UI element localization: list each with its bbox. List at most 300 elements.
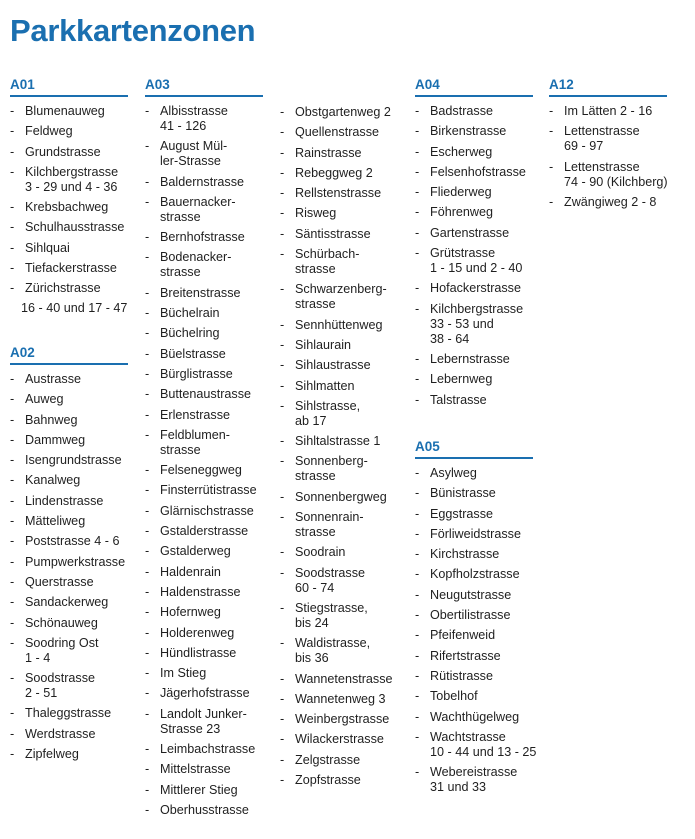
list-bullet: - xyxy=(10,124,15,139)
street-name: Obstgartenweg 2 xyxy=(295,105,391,119)
street-name: Felseneggweg xyxy=(160,463,242,478)
zone-heading: A03 xyxy=(145,76,263,97)
street-name: Tiefackerstrasse xyxy=(25,261,117,276)
list-bullet: - xyxy=(415,225,420,240)
list-bullet: - xyxy=(415,668,420,683)
street-item xyxy=(145,250,263,280)
street-name: Feldweg xyxy=(25,124,73,139)
list-bullet: - xyxy=(145,564,150,579)
street-item xyxy=(145,347,263,362)
street-name: Im Lätten 2 - 16 xyxy=(564,104,653,118)
zone-heading: A12 xyxy=(549,76,667,97)
street-name: Neugutstrasse xyxy=(430,587,512,602)
street-item xyxy=(10,636,128,666)
street-name: Büchelring xyxy=(160,326,220,341)
list-bullet: - xyxy=(549,104,554,118)
list-bullet: - xyxy=(10,144,15,159)
list-bullet: - xyxy=(145,139,150,154)
street-list xyxy=(415,104,533,408)
street-name: Querstrasse xyxy=(25,574,94,589)
list-bullet: - xyxy=(10,432,15,447)
list-bullet: - xyxy=(280,489,285,504)
street-item xyxy=(415,393,533,408)
list-bullet: - xyxy=(280,206,285,221)
list-bullet: - xyxy=(415,547,420,562)
list-bullet: - xyxy=(10,240,15,255)
street-item xyxy=(280,732,393,747)
list-bullet: - xyxy=(415,526,420,541)
street-name: Sonnenrain- strasse xyxy=(295,510,364,540)
street-name: Sonnenberg- strasse xyxy=(295,454,368,484)
list-bullet: - xyxy=(145,174,150,189)
street-item xyxy=(10,392,128,407)
list-bullet: - xyxy=(10,514,15,529)
street-name: Soodrain xyxy=(295,545,346,560)
street-item xyxy=(280,753,393,768)
street-name: Mittelstrasse xyxy=(160,762,231,777)
list-bullet: - xyxy=(10,574,15,589)
street-item xyxy=(280,636,393,666)
street-name: Wannetenweg 3 xyxy=(295,691,386,706)
list-bullet: - xyxy=(280,636,285,651)
list-bullet: - xyxy=(145,605,150,620)
street-name: Jägerhofstrasse xyxy=(160,686,250,701)
list-bullet: - xyxy=(145,686,150,701)
street-item xyxy=(280,566,393,596)
list-bullet: - xyxy=(145,483,150,498)
street-item xyxy=(280,399,393,429)
page-title: Parkkartenzonen xyxy=(10,13,256,48)
street-name: Gartenstrasse xyxy=(430,225,510,240)
street-item xyxy=(415,527,536,542)
list-bullet: - xyxy=(415,301,420,316)
street-list xyxy=(10,104,128,296)
street-name: Grütstrasse 1 - 15 und 2 - 40 xyxy=(430,246,523,276)
list-bullet: - xyxy=(280,317,285,332)
street-item xyxy=(10,413,128,428)
street-item xyxy=(415,372,533,387)
list-bullet: - xyxy=(280,226,285,241)
zone-a01 xyxy=(10,76,128,316)
street-item xyxy=(415,486,536,501)
street-name: Zwängiweg 2 - 8 xyxy=(564,194,657,209)
street-item xyxy=(280,318,393,333)
street-name: Weinbergstrasse xyxy=(295,712,390,727)
street-item xyxy=(415,730,536,760)
street-item xyxy=(145,139,263,169)
street-item xyxy=(549,104,668,119)
list-bullet: - xyxy=(10,595,15,610)
list-bullet: - xyxy=(280,282,285,297)
street-name: Krebsbachweg xyxy=(25,200,109,215)
list-bullet: - xyxy=(415,689,420,704)
street-name: Felsenhofstrasse xyxy=(430,164,526,179)
list-bullet: - xyxy=(415,648,420,663)
list-bullet: - xyxy=(415,628,420,643)
street-item xyxy=(145,408,263,423)
street-name: Tobelhof xyxy=(430,689,478,704)
street-name: Schönauweg xyxy=(25,615,98,630)
street-item xyxy=(10,727,128,742)
list-bullet: - xyxy=(145,407,150,422)
street-item xyxy=(10,220,128,235)
list-bullet: - xyxy=(280,691,285,706)
list-bullet: - xyxy=(10,706,15,721)
street-name: Zipfelweg xyxy=(25,747,79,762)
street-item xyxy=(280,545,393,560)
street-item xyxy=(280,510,393,540)
zone-a03-continued xyxy=(280,105,393,793)
street-name: Breitenstrasse xyxy=(160,285,241,300)
list-bullet: - xyxy=(280,398,285,413)
list-bullet: - xyxy=(145,230,150,245)
street-item xyxy=(280,338,393,353)
street-name: Bodenacker- strasse xyxy=(160,250,232,280)
list-bullet: - xyxy=(280,186,285,201)
street-list xyxy=(10,372,128,762)
street-name: August Mül- ler-Strasse xyxy=(160,139,228,169)
street-item xyxy=(10,104,128,119)
street-item xyxy=(10,494,128,509)
street-name: Blumenauweg xyxy=(25,104,105,118)
street-item xyxy=(10,372,128,387)
list-bullet: - xyxy=(145,306,150,321)
street-name: Isengrundstrasse xyxy=(25,453,122,468)
street-name: Kopfholzstrasse xyxy=(430,567,520,582)
street-list xyxy=(280,105,393,788)
street-name: Leimbachstrasse xyxy=(160,742,256,757)
street-list xyxy=(145,104,263,818)
street-item xyxy=(280,434,393,449)
list-bullet: - xyxy=(145,463,150,478)
list-bullet: - xyxy=(549,159,554,174)
street-item xyxy=(145,646,263,661)
street-item xyxy=(415,104,533,119)
street-name: Pumpwerkstrasse xyxy=(25,554,126,569)
list-bullet: - xyxy=(415,246,420,261)
list-bullet: - xyxy=(145,285,150,300)
street-name: Wannetenstrasse xyxy=(295,671,393,686)
list-bullet: - xyxy=(415,144,420,159)
street-item xyxy=(145,306,263,321)
street-name: Fliederweg xyxy=(430,185,492,200)
list-bullet: - xyxy=(280,358,285,373)
street-name: Säntisstrasse xyxy=(295,226,371,241)
list-bullet: - xyxy=(280,671,285,686)
street-item xyxy=(145,195,263,225)
street-name: Kilchbergstrasse 3 - 29 und 4 - 36 xyxy=(25,164,119,194)
list-bullet: - xyxy=(145,194,150,209)
street-name: Landolt Junker- Strasse 23 xyxy=(160,706,247,736)
list-bullet: - xyxy=(415,486,420,501)
street-name: Sonnenbergweg xyxy=(295,489,387,504)
street-name: Poststrasse 4 - 6 xyxy=(25,534,120,549)
street-item xyxy=(10,165,128,195)
list-bullet: - xyxy=(280,565,285,580)
street-item xyxy=(10,747,128,762)
street-name: Feldblumen- strasse xyxy=(160,427,230,457)
zone-a03 xyxy=(145,76,263,823)
street-item xyxy=(10,514,128,529)
street-item xyxy=(415,281,533,296)
street-name: Kanalweg xyxy=(25,473,81,488)
street-item xyxy=(415,669,536,684)
list-bullet: - xyxy=(10,671,15,686)
street-name: Bauernacker- strasse xyxy=(160,194,236,224)
street-item xyxy=(10,261,128,276)
list-bullet: - xyxy=(145,524,150,539)
street-item xyxy=(415,302,533,347)
street-name: Zelgstrasse xyxy=(295,752,361,767)
street-item xyxy=(549,124,668,154)
street-name: Sihlaustrasse xyxy=(295,358,371,373)
street-name: Sihlstrasse, ab 17 xyxy=(295,398,361,428)
list-bullet: - xyxy=(10,372,15,386)
street-name: Rebeggweg 2 xyxy=(295,165,373,180)
zone-heading: A02 xyxy=(10,344,128,365)
street-name: Soodstrasse 2 - 51 xyxy=(25,671,96,701)
list-bullet: - xyxy=(10,104,15,118)
street-item xyxy=(415,145,533,160)
list-bullet: - xyxy=(415,729,420,744)
street-item xyxy=(415,226,533,241)
street-name: Zürichstrasse xyxy=(25,281,101,296)
list-bullet: - xyxy=(145,742,150,757)
zone-a02 xyxy=(10,344,128,767)
list-bullet: - xyxy=(280,434,285,449)
zone-heading: A04 xyxy=(415,76,533,97)
list-bullet: - xyxy=(145,544,150,559)
street-name: Wachthügelweg xyxy=(430,709,520,724)
list-bullet: - xyxy=(145,584,150,599)
list-bullet: - xyxy=(415,104,420,118)
street-item xyxy=(10,595,128,610)
street-item xyxy=(145,565,263,580)
street-name: Hofernweg xyxy=(160,605,221,620)
street-continuation: 16 - 40 und 17 - 47 xyxy=(21,301,128,316)
street-item xyxy=(549,195,668,210)
list-bullet: - xyxy=(549,124,554,139)
street-list xyxy=(415,466,536,795)
street-item xyxy=(415,466,536,481)
street-item xyxy=(280,379,393,394)
list-bullet: - xyxy=(280,752,285,767)
street-item xyxy=(415,165,533,180)
street-name: Finsterrütistrasse xyxy=(160,483,257,498)
street-name: Wilackerstrasse xyxy=(295,732,384,747)
list-bullet: - xyxy=(415,587,420,602)
street-item xyxy=(145,783,263,798)
zone-a05 xyxy=(415,438,536,800)
street-item xyxy=(280,186,393,201)
list-bullet: - xyxy=(10,747,15,762)
street-item xyxy=(145,803,263,818)
street-name: Talstrasse xyxy=(430,392,487,407)
street-name: Werdstrasse xyxy=(25,726,96,741)
list-bullet: - xyxy=(280,732,285,747)
street-name: Soodring Ost 1 - 4 xyxy=(25,635,99,665)
street-name: Schürbach- strasse xyxy=(295,247,360,277)
street-name: Buttenaustrasse xyxy=(160,387,252,402)
street-item xyxy=(10,473,128,488)
list-bullet: - xyxy=(415,506,420,521)
street-item xyxy=(145,326,263,341)
list-bullet: - xyxy=(415,205,420,220)
list-bullet: - xyxy=(415,185,420,200)
list-bullet: - xyxy=(145,250,150,265)
street-name: Baldernstrasse xyxy=(160,174,244,189)
street-name: Grundstrasse xyxy=(25,144,101,159)
street-name: Bürglistrasse xyxy=(160,366,233,381)
list-bullet: - xyxy=(280,337,285,352)
street-name: Eggstrasse xyxy=(430,506,493,521)
list-bullet: - xyxy=(10,164,15,179)
street-item xyxy=(145,463,263,478)
street-name: Risweg xyxy=(295,206,337,221)
list-bullet: - xyxy=(10,281,15,296)
street-name: Zopfstrasse xyxy=(295,773,361,788)
list-bullet: - xyxy=(415,281,420,296)
list-bullet: - xyxy=(10,453,15,468)
street-name: Webereistrasse 31 und 33 xyxy=(430,765,518,795)
street-item xyxy=(415,352,533,367)
street-item xyxy=(415,689,536,704)
list-bullet: - xyxy=(10,615,15,630)
street-item xyxy=(415,547,536,562)
street-item xyxy=(10,453,128,468)
street-item xyxy=(145,762,263,777)
street-item xyxy=(415,205,533,220)
street-item xyxy=(145,286,263,301)
street-name: Sihlmatten xyxy=(295,378,355,393)
street-item xyxy=(415,588,536,603)
street-name: Birkenstrasse xyxy=(430,124,507,139)
street-item xyxy=(145,428,263,458)
list-bullet: - xyxy=(549,194,554,209)
street-item xyxy=(280,146,393,161)
street-item xyxy=(145,483,263,498)
street-name: Soodstrasse 60 - 74 xyxy=(295,565,366,595)
street-name: Kirchstrasse xyxy=(430,547,500,562)
list-bullet: - xyxy=(10,493,15,508)
street-item xyxy=(280,206,393,221)
street-name: Rifertstrasse xyxy=(430,648,501,663)
street-name: Förliweidstrasse xyxy=(430,526,521,541)
street-item xyxy=(145,585,263,600)
street-name: Föhrenweg xyxy=(430,205,494,220)
list-bullet: - xyxy=(145,666,150,681)
street-item xyxy=(280,490,393,505)
street-name: Auweg xyxy=(25,392,64,407)
street-name: Waldistrasse, bis 36 xyxy=(295,636,371,666)
street-item xyxy=(280,454,393,484)
street-item xyxy=(145,367,263,382)
street-item xyxy=(415,765,536,795)
street-name: Gstalderweg xyxy=(160,544,231,559)
list-bullet: - xyxy=(10,200,15,215)
list-bullet: - xyxy=(280,454,285,469)
street-name: Pfeifenweid xyxy=(430,628,496,643)
street-name: Büelstrasse xyxy=(160,346,226,361)
street-name: Sandackerweg xyxy=(25,595,109,610)
street-item xyxy=(145,230,263,245)
street-item xyxy=(280,773,393,788)
street-name: Wachtstrasse 10 - 44 und 13 - 25 xyxy=(430,729,537,759)
list-bullet: - xyxy=(280,773,285,788)
street-name: Hofackerstrasse xyxy=(430,281,521,296)
street-name: Lebernstrasse xyxy=(430,351,510,366)
street-name: Rainstrasse xyxy=(295,145,362,160)
street-name: Bernhofstrasse xyxy=(160,230,245,245)
list-bullet: - xyxy=(415,709,420,724)
street-item xyxy=(145,104,263,134)
street-name: Erlenstrasse xyxy=(160,407,230,422)
list-bullet: - xyxy=(145,503,150,518)
street-name: Lindenstrasse xyxy=(25,493,104,508)
street-item xyxy=(10,200,128,215)
list-bullet: - xyxy=(10,412,15,427)
street-item xyxy=(415,124,533,139)
street-name: Sihlquai xyxy=(25,240,70,255)
list-bullet: - xyxy=(280,545,285,560)
list-bullet: - xyxy=(145,645,150,660)
street-name: Sihltalstrasse 1 xyxy=(295,434,381,449)
list-bullet: - xyxy=(10,534,15,549)
street-name: Büchelrain xyxy=(160,306,220,321)
list-bullet: - xyxy=(145,427,150,442)
list-bullet: - xyxy=(280,165,285,180)
list-bullet: - xyxy=(415,765,420,780)
list-bullet: - xyxy=(145,782,150,797)
street-item xyxy=(280,227,393,242)
street-item xyxy=(415,628,536,643)
list-bullet: - xyxy=(415,351,420,366)
list-bullet: - xyxy=(280,600,285,615)
street-name: Obertilistrasse xyxy=(430,608,511,623)
list-bullet: - xyxy=(415,567,420,582)
list-bullet: - xyxy=(415,466,420,480)
street-name: Quellenstrasse xyxy=(295,125,379,140)
street-name: Hündlistrasse xyxy=(160,645,237,660)
street-item xyxy=(145,742,263,757)
street-name: Austrasse xyxy=(25,372,81,386)
street-name: Sennhüttenweg xyxy=(295,317,383,332)
street-name: Badstrasse xyxy=(430,104,493,118)
street-name: Lettenstrasse 74 - 90 (Kilchberg) xyxy=(564,159,668,189)
street-item xyxy=(10,555,128,570)
list-bullet: - xyxy=(415,392,420,407)
list-bullet: - xyxy=(280,510,285,525)
street-item xyxy=(145,605,263,620)
street-name: Rütistrasse xyxy=(430,668,493,683)
street-item xyxy=(280,692,393,707)
street-item xyxy=(10,124,128,139)
street-item xyxy=(280,125,393,140)
street-name: Escherweg xyxy=(430,144,493,159)
list-bullet: - xyxy=(10,473,15,488)
street-name: Mittlerer Stieg xyxy=(160,782,238,797)
street-item xyxy=(145,707,263,737)
street-item xyxy=(415,185,533,200)
street-name: Gstalderstrasse xyxy=(160,524,249,539)
street-item xyxy=(280,105,393,120)
list-bullet: - xyxy=(10,392,15,407)
street-name: Thaleggstrasse xyxy=(25,706,112,721)
list-bullet: - xyxy=(145,366,150,381)
street-item xyxy=(145,686,263,701)
list-bullet: - xyxy=(415,608,420,623)
street-item xyxy=(280,282,393,312)
